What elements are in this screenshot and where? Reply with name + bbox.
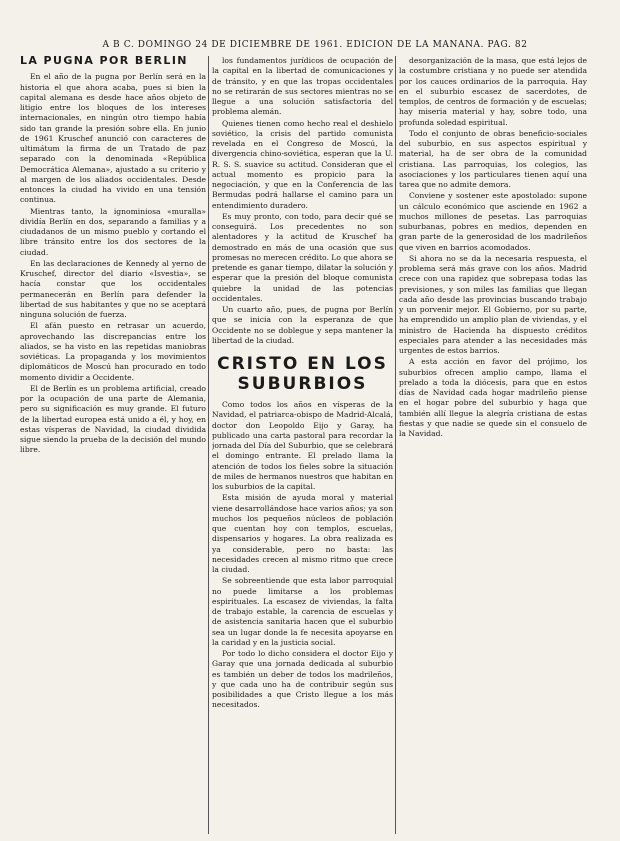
column-rule [208,56,209,834]
article-paragraph: Quienes tienen como hecho real el deshielo soviético, la crisis del partido comunista revelada en el Congreso de Moscú, la divergencia chino-soviética, esperan que la U. R. S. S. suavice su actitud. Consideran que el actual momento es propicio para la negociación, y que en la Conferencia de las Bermudas podrá hallarse el camino para un entendimiento duradero. [212,118,393,210]
article-paragraph: Si ahora no se da la necesaria respuesta, el problema será más grave con los años. Madrid crece con una rapidez que sobrepasa todas las previsiones, y son miles las familias que llegan cada año desde las provincias buscando trabajo y un porvenir mejor. El Gobierno, por su parte, ha emprendido un amplio plan de viviendas, y el ministro de Hacienda ha dispuesto créditos especiales para atender a las necesidades más urgentes de estos barrios. [399,253,587,355]
article-paragraph: Esta misión de ayuda moral y material viene desarrollándose hace varios años; ya son muchos los pequeños núcleos de población que cuentan hoy con templos, escuelas, dispensarios y hogares. La obra realizada es ya considerable, pero no basta: las necesidades crecen al mismo ritmo que crece la ciudad. [212,493,393,574]
article-paragraph: A esta acción en favor del prójimo, los suburbios ofrecen amplio campo, llama el prelado a toda la diócesis, para que en estos días de Navidad cada hogar madrileño piense en el hogar pobre del suburbio y haga que también allí llegue la alegría cristiana de estas fiestas y que nadie se quede sin el consuelo de la Navidad. [399,357,587,438]
page-header: A B C. DOMINGO 24 DE DICIEMBRE DE 1961. EDICION DE LA MAÑANA. PAG. 82 [102,40,528,50]
column-right [399,56,587,838]
article-paragraph: Como todos los años en vísperas de la Navidad, el patriarca-obispo de Madrid-Alcalá, doctor don Leopoldo Eijo y Garay, ha publicado una carta pastoral para recordar la jornada del Día del Suburbio, que se celebrará el domingo entrante. El prelado llama la atención de todos los fieles sobre la situación de miles de hermanos nuestros que habitan en los suburbios de la capital. [212,400,393,491]
column-rule [395,56,396,834]
article-paragraph: Un cuarto año, pues, de pugna por Berlín que se inicia con la esperanza de que Occidente no se doblegue y sepa mantener la libertad de la ciudad. [212,305,393,345]
column-middle [212,56,393,838]
article-paragraph: El de Berlín es un problema artificial, creado por la ocupación de una parte de Alemania, pero su significación es muy grande. El futuro de la libertad europea está unido a él, y hoy, en estas vísperas de Navidad, la ciudad dividida sigue siendo la prueba de la decisión del mundo libre. [20,383,206,455]
article-paragraph: Por todo lo dicho considera el doctor Eijo y Garay que una jornada dedicada al suburbio es también un deber de todos los madrileños, y que cada uno ha de contribuir según sus posibilidades a que Cristo llegue a los más necesitados. [212,649,393,710]
article-paragraph: desorganización de la masa, que está lejos de la costumbre cristiana y no puede ser atendida por los cauces ordinarios de la parroquia. Hay en el suburbio escasez de sacerdotes, de templos, de centros de formación y de escuelas; hay miseria material y hay, sobre todo, una profunda soledad espiritual. [399,56,587,127]
column-left [20,56,206,838]
article-paragraph: Todo el conjunto de obras beneficio-sociales del suburbio, en sus aspectos espiritual y material, ha de ser obra de la comunidad cristiana. Las parroquias, los colegios, las asociaciones y los particulares tienen aquí una tarea que no admite demora. [399,128,587,189]
article-paragraph: En las declaraciones de Kennedy al yerno de Kruschef, director del diario «Isvestia», se hacía constar que los occidentales permanecerán en Berlín para defender la libertad de sus habitantes y que no se aceptará ninguna solución de fuerza. [20,258,206,319]
article-paragraph: El afán puesto en retrasar un acuerdo, aprovechando las discrepancias entre los aliados, se ha visto en las repetidas maniobras soviéticas. La propaganda y los movimientos diplomáticos de Moscú han procurado en todo momento dividir a Occidente. [20,321,206,382]
article-paragraph: Mientras tanto, la ignominiosa «muralla» dividía Berlín en dos, separando a familias y a ciudadanos de un mismo pueblo y cortando el libre tránsito entre los dos sectores de la ciudad. [20,206,206,257]
article-paragraph: En el año de la pugna por Berlín será en la historia el que ahora acaba, pues si bien la capital alemana es desde hace años objeto de litigio entre los bloques de los intereses internacionales, en ningún otro tiempo había sido tan grande la presión sobre ella. En junio de 1961 Kruschef anunció con caracteres de ultimátum la firma de un Tratado de paz separado con la denominada «República Democrática Alemana», ajustado a su criterio y al margen de los aliados occidentales. Desde entonces la ciudad ha vivido en una tensión continua. [20,72,206,205]
article-paragraph: Es muy pronto, con todo, para decir qué se conseguirá. Los precedentes no son alentadores y la actitud de Kruschef ha demostrado en más de una ocasión que sus promesas no merecen crédito. Lo que ahora se pretende es ganar tiempo, dilatar la solución y esperar que la presión del bloque comunista quiebre la unidad de las potencias occidentales. [212,211,393,303]
article-paragraph: Conviene y sostener este apostolado: supone un cálculo económico que asciende en 1962 a muchos millones de pesetas. Las parroquias suburbanas, pobres en medios, dependen en gran parte de la generosidad de los madrileños que viven en barrios acomodados. [399,191,587,252]
article-paragraph: Se sobreentiende que esta labor parroquial no puede limitarse a los problemas espirituales. La escasez de viviendas, la falta de trabajo estable, la carencia de escuelas y de asistencia sanitaria hacen que el suburbio sea un lugar donde la fe necesita apoyarse en la caridad y en la justicia social. [212,576,393,647]
article-paragraph: los fundamentos jurídicos de ocupación de la capital en la libertad de comunicaciones y de tránsito, y en que las tropas occidentales no se retirarán de sus sectores mientras no se llegue a una solución satisfactoria del problema alemán. [212,56,393,117]
article-title: LA PUGNA POR BERLIN [20,56,188,67]
article-title: CRISTO EN LOS SUBURBIOS [217,354,388,394]
